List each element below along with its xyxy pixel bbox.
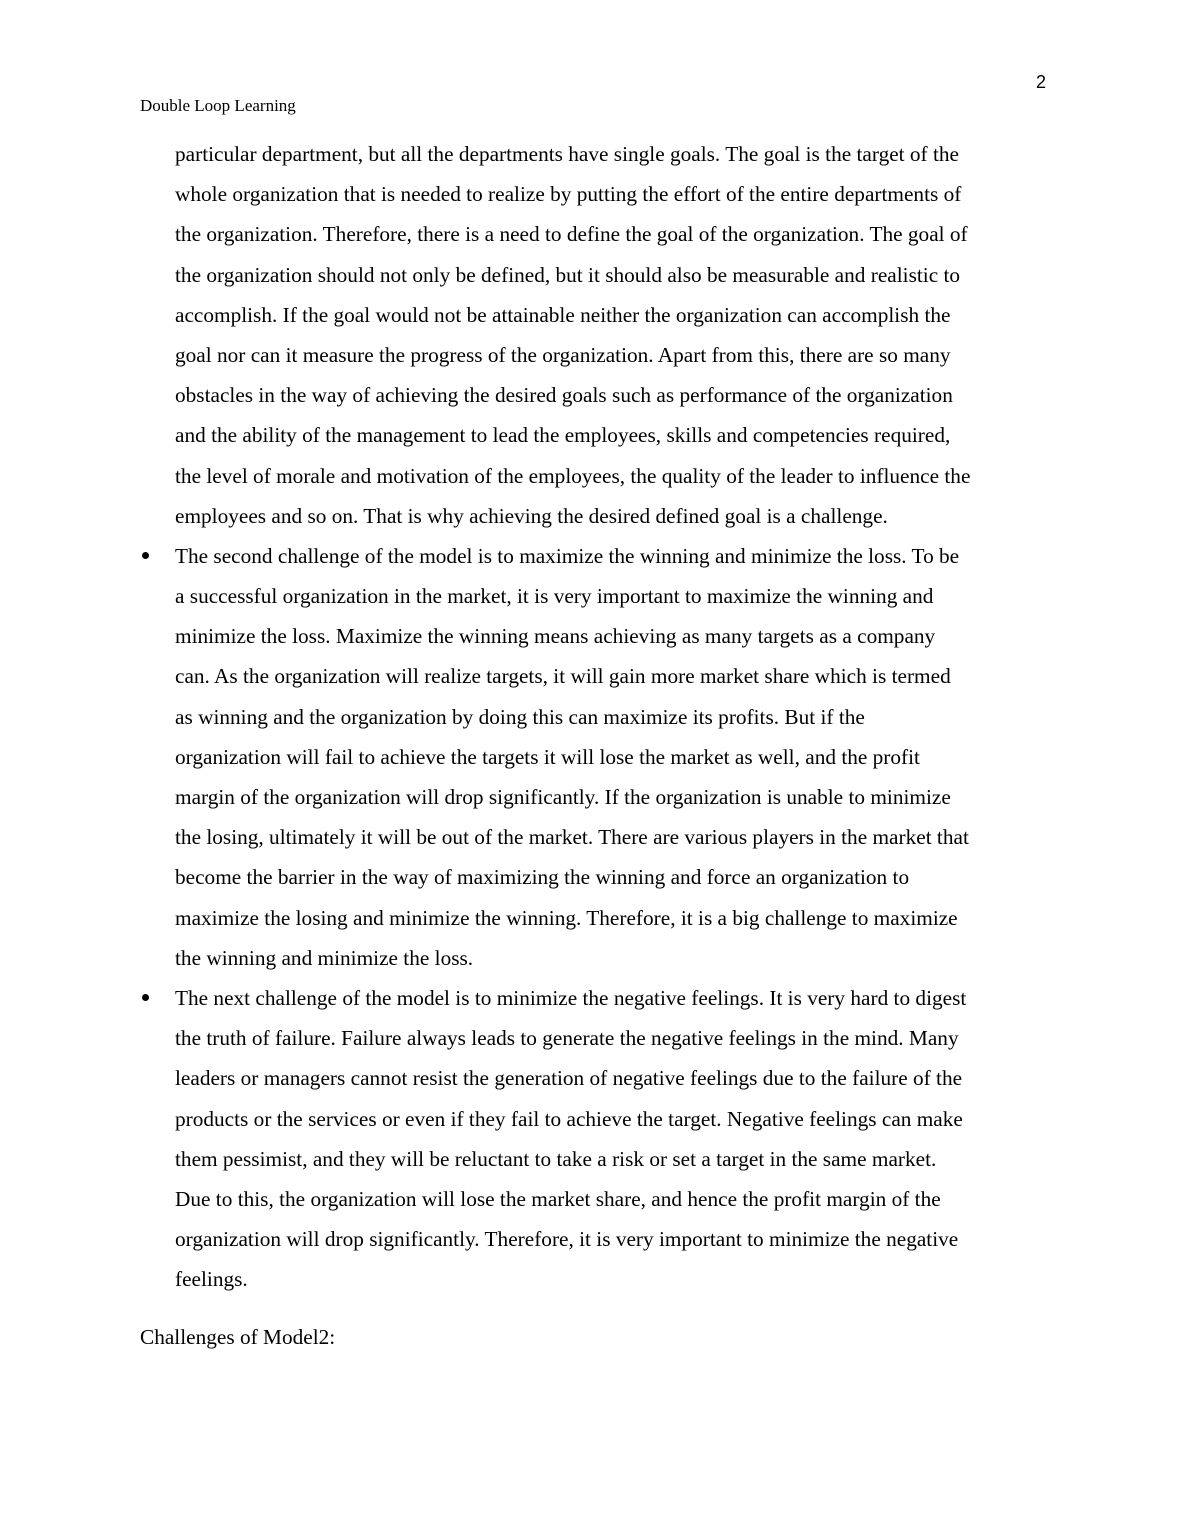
line-text: goal nor can it measure the progress of the organization. Apart from this, there are so many [175,342,951,367]
text-line [140,697,1060,737]
page-number: 2 [1036,72,1047,92]
text-line [140,295,1060,335]
line-text: Due to this, the organization will lose the market share, and hence the profit margin of the [175,1186,941,1211]
text-line [140,857,1060,897]
text-line [140,1139,1060,1179]
document-body [140,134,1060,1299]
line-text: margin of the organization will drop significantly. If the organization is unable to minimize [175,785,951,809]
text-line [140,536,1060,576]
text-line [140,255,1060,295]
line-text: as winning and the organization by doing this can maximize its profits. But if the [175,704,865,729]
text-line [140,817,1060,857]
line-text: a successful organization in the market, it is very important to maximize the winning and [175,584,934,609]
bullet-item [140,978,1060,1300]
section-heading: Challenges of Model2: [140,1325,336,1349]
line-text: the winning and minimize the loss. [175,945,474,970]
line-text: whole organization that is needed to realize by putting the effort of the entire departments of [175,182,962,207]
line-text: the level of morale and motivation of the employees, the quality of the leader to influence the [175,463,971,488]
text-line [140,1179,1060,1219]
line-text: employees and so on. That is why achieving the desired defined goal is a challenge. [175,503,888,528]
line-text: them pessimist, and they will be reluctant to take a risk or set a target in the same market. [175,1146,937,1171]
text-line [140,174,1060,214]
text-line [140,737,1060,777]
line-text: The second challenge of the model is to maximize the winning and minimize the loss. To be [175,543,960,568]
text-line [140,1018,1060,1058]
line-text: organization will fail to achieve the targets it will lose the market as well, and the profit [175,744,920,769]
text-line [140,777,1060,817]
text-line [140,898,1060,938]
line-text: particular department, but all the departments have single goals. The goal is the target of the [175,142,959,166]
line-text: become the barrier in the way of maximizing the winning and force an organization to [175,865,910,890]
text-line [140,1099,1060,1139]
text-line [140,134,1060,174]
text-line [140,1259,1060,1299]
text-line [140,1219,1060,1259]
text-line [140,335,1060,375]
line-text: organization will drop significantly. Therefore, it is very important to minimize the negative [175,1227,959,1252]
line-text: minimize the loss. Maximize the winning means achieving as many targets as a company [175,624,936,649]
text-line [140,978,1060,1018]
bullet-item [140,536,1060,978]
line-text: and the ability of the management to lead the employees, skills and competencies required, [175,423,951,448]
line-text: feelings. [175,1267,248,1292]
paragraph [140,134,1060,536]
line-text: can. As the organization will realize targets, it will gain more market share which is termed [175,664,951,689]
line-text: leaders or managers cannot resist the generation of negative feelings due to the failure of the [175,1066,963,1091]
line-text: the organization. Therefore, there is a need to define the goal of the organization. The goal of [175,222,968,247]
line-text: the truth of failure. Failure always leads to generate the negative feelings in the mind. Many [175,1026,959,1051]
text-line [140,616,1060,656]
text-line [140,576,1060,616]
running-head: Double Loop Learning [140,96,296,115]
text-line [140,456,1060,496]
text-line [140,415,1060,455]
text-line [140,496,1060,536]
line-text: obstacles in the way of achieving the desired goals such as performance of the organization [175,383,953,408]
line-text: The next challenge of the model is to minimize the negative feelings. It is very hard to digest [175,985,967,1010]
line-text: the losing, ultimately it will be out of the market. There are various players in the market that [175,825,969,850]
text-line [140,375,1060,415]
line-text: maximize the losing and minimize the winning. Therefore, it is a big challenge to maximize [175,905,958,930]
line-text: products or the services or even if they fail to achieve the target. Negative feelings can make [175,1106,963,1131]
text-line [140,938,1060,978]
line-text: the organization should not only be defined, but it should also be measurable and realistic to [175,262,961,287]
text-line [140,1058,1060,1098]
text-line [140,656,1060,696]
line-text: accomplish. If the goal would not be attainable neither the organization can accomplish the [175,302,951,327]
text-line [140,214,1060,254]
